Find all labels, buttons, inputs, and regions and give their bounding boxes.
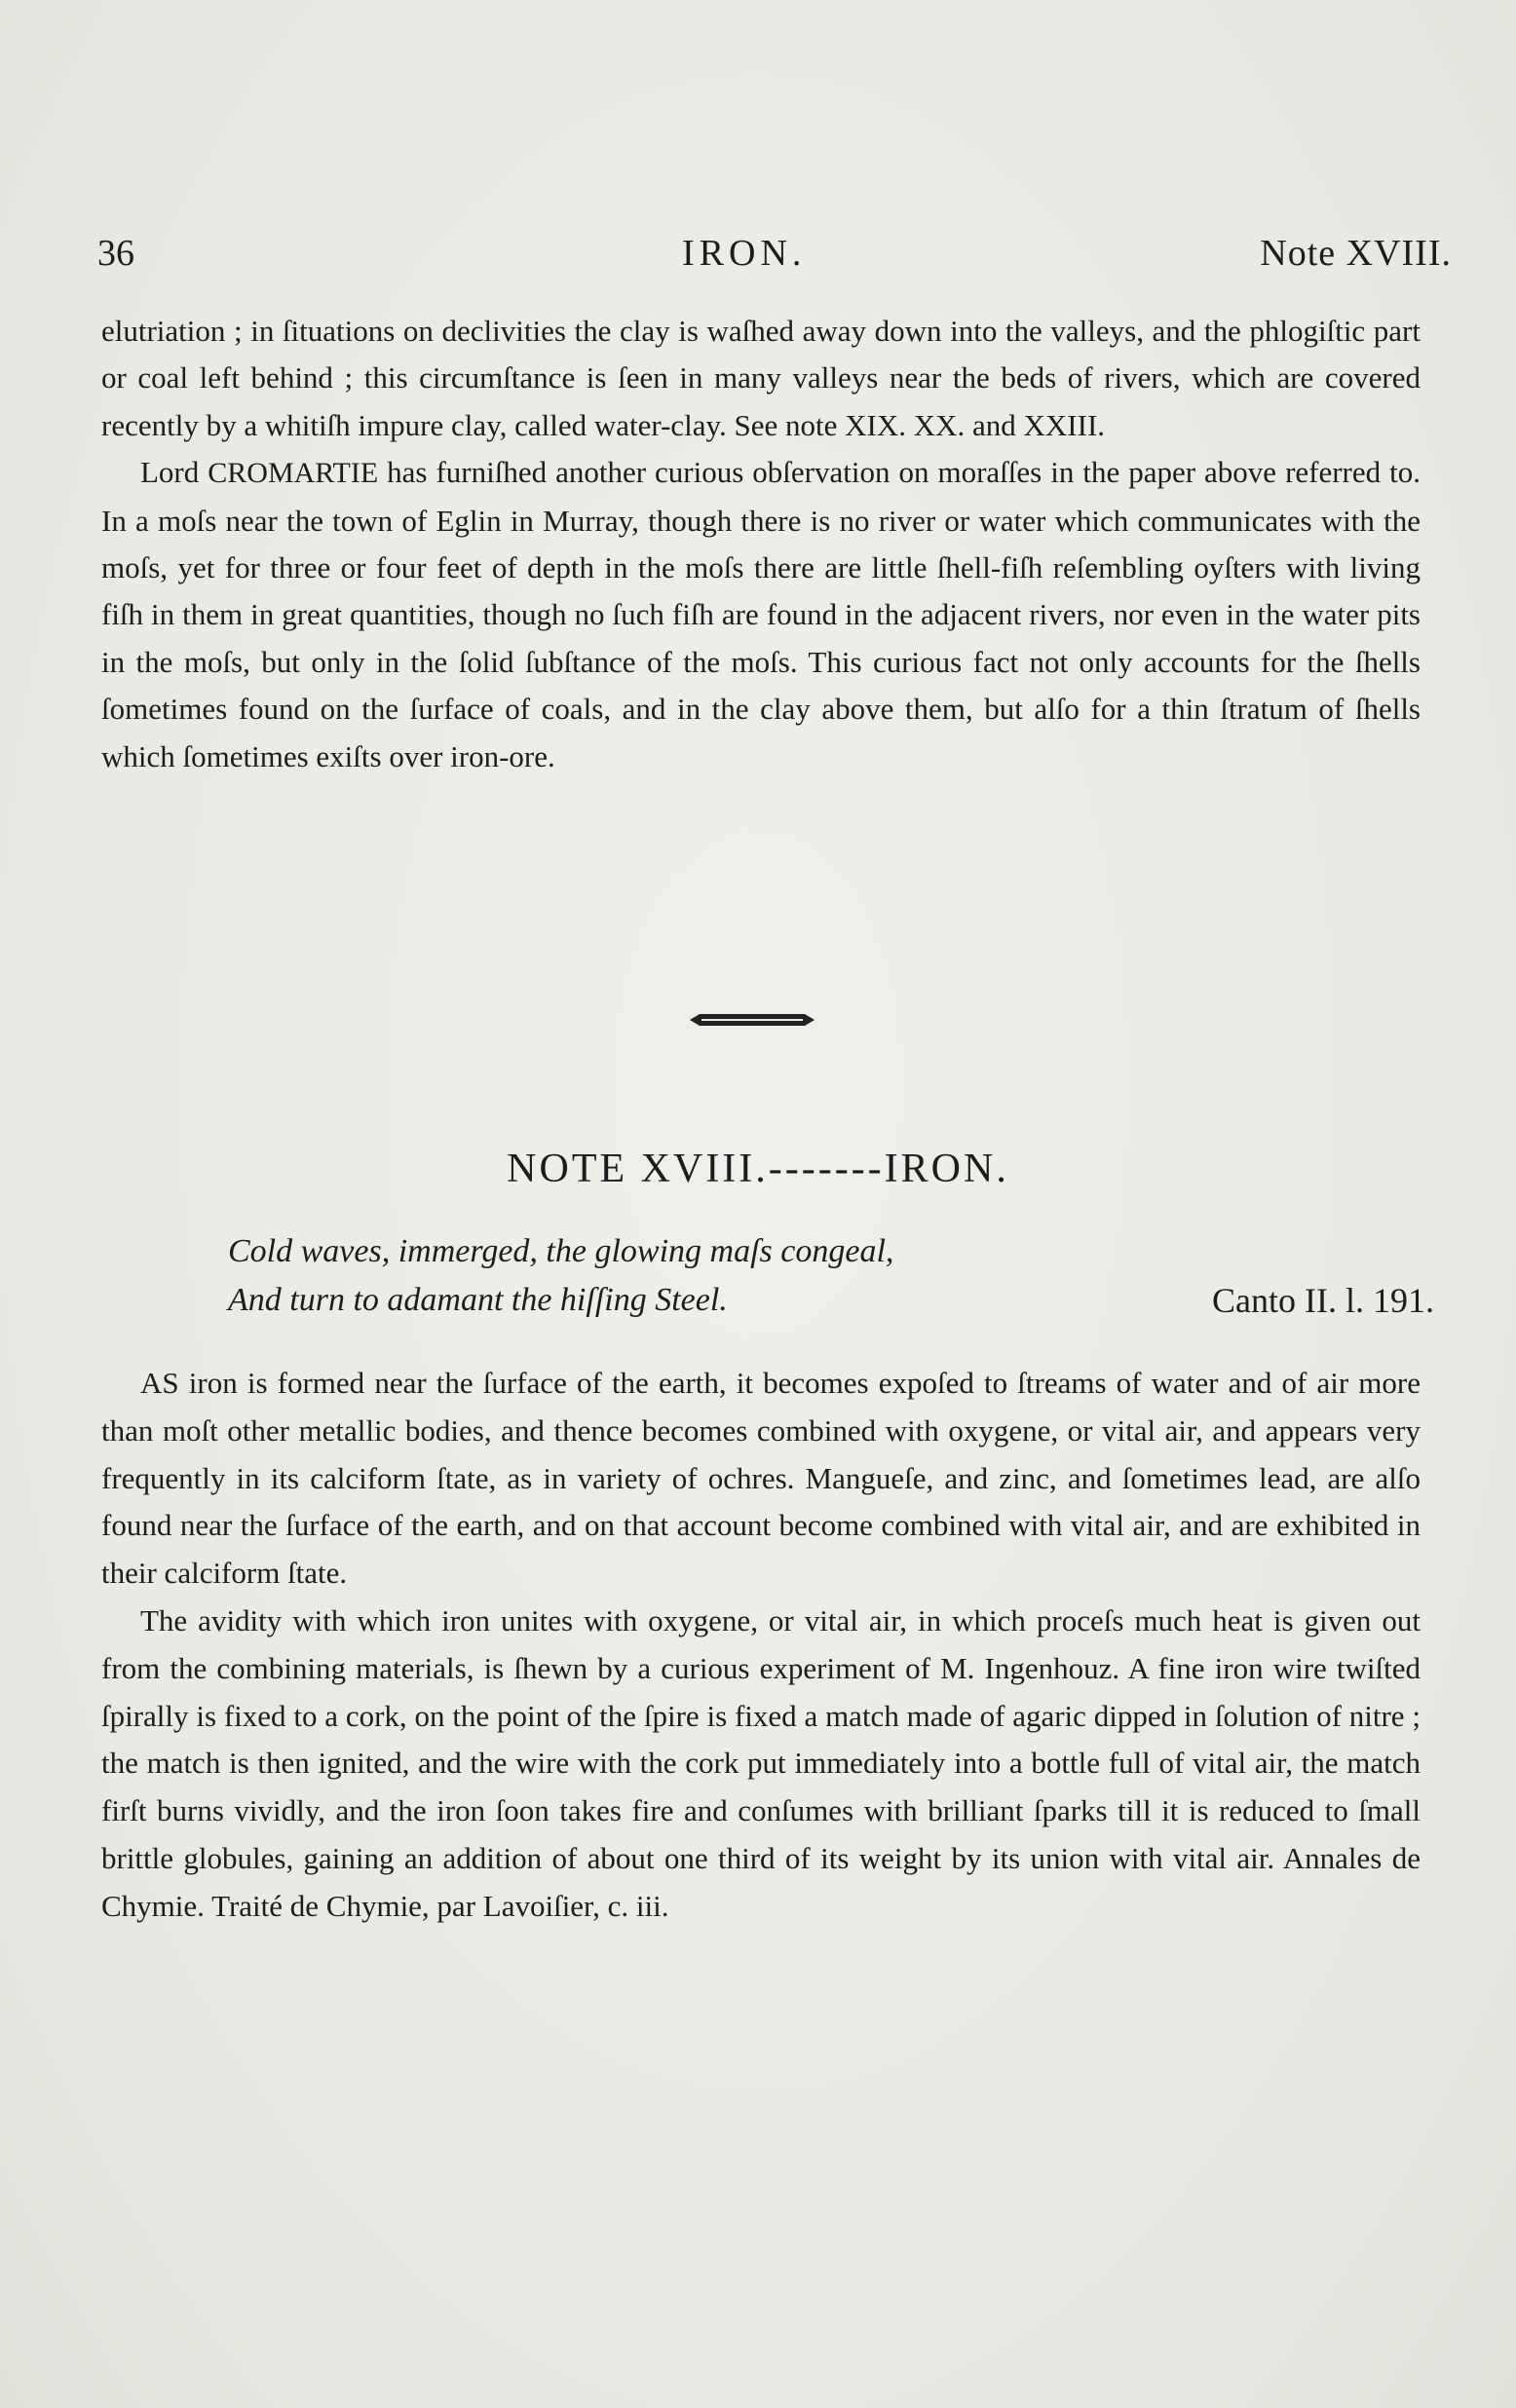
note-heading: NOTE XVIII.-------IRON. xyxy=(507,1147,1009,1191)
note-body-text xyxy=(101,1360,1421,1931)
section-divider-ornament xyxy=(690,1011,815,1029)
epigraph xyxy=(228,1227,1434,1325)
paragraph-cromartie xyxy=(101,449,1421,780)
paragraph-ingenhouz-experiment: The avidity with which iron unites with oxygene, or vital air, in which proceſs much heat is given out from the combining materials, is ſhewn by a curious experiment of M. Ingenhouz. A fine iron wire twiſted ſpirally is fixed to a cork, on the point of the ſpire is fixed a match made of agaric dipped in ſolution of nitre ; the match is then ignited, and the wire with the cork put immediately into a bottle full of vital air, the match firſt burns vividly, and the iron ſoon takes fire and conſumes with brilliant ſparks till it is reduced to ſmall brittle globules, gaining an addition of about one third of its weight by its union with vital air. Annales de Chymie. Traité de Chymie, par Lavoiſier, c. iii. xyxy=(101,1602,1421,1923)
name-cromartie: CROMARTIE xyxy=(208,457,379,490)
paragraph-body: has furniſhed another curious obſervation on moraſſes in the paper above referred to. In a moſs near the town of Eglin in Murray, though there is no river or water which communicates with the moſs, yet for three or four feet of depth in the moſs there are little ſhell-fiſh reſembling oyſters with living fiſh in them in great quantities, though no ſuch fiſh are found in the adjacent rivers, nor even in the water pits in the moſs, but only in the ſolid ſubſtance of the moſs. This curious fact not only accounts for the ſhells ſometimes found on the ſurface of coals, and in the clay above them, but alſo for a thin ſtratum of ſhells which ſometimes exiſts over iron-ore. xyxy=(101,455,1421,773)
canto-citation: Canto II. l. 191. xyxy=(1212,1281,1434,1320)
continued-note-text xyxy=(101,308,1421,780)
note-label: Note XVIII. xyxy=(1260,233,1452,274)
page-number: 36 xyxy=(97,233,134,274)
epigraph-line-2: And turn to adamant the hiſſing Steel. xyxy=(228,1282,728,1318)
paragraph-lead: Lord xyxy=(140,455,200,490)
paragraph-elutriation: elutriation ; in ſituations on declivities the clay is waſhed away down into the valleys, and the phlogiſtic part or coal left behind ; this circumſtance is ſeen in many valleys near the beds of rivers, which are covered recently by a whitiſh impure clay, called water-clay. See note XIX. XX. and XXIII. xyxy=(101,314,1421,442)
paragraph-iron-surface: AS iron is formed near the ſurface of the earth, it becomes expoſed to ſtreams of water and of air more than moſt other metallic bodies, and thence becomes combined with oxygene, or vital air, and appears very frequently in its calciform ſtate, as in variety of ochres. Mangueſe, and zinc, and ſometimes lead, are alſo found near the ſurface of the earth, and on that account become combined with vital air, and are exhibited in their calciform ſtate. xyxy=(101,1366,1421,1591)
running-header xyxy=(97,232,1452,290)
epigraph-line-1: Cold waves, immerged, the glowing maſs congeal, xyxy=(228,1233,894,1269)
running-title: IRON. xyxy=(682,233,807,274)
